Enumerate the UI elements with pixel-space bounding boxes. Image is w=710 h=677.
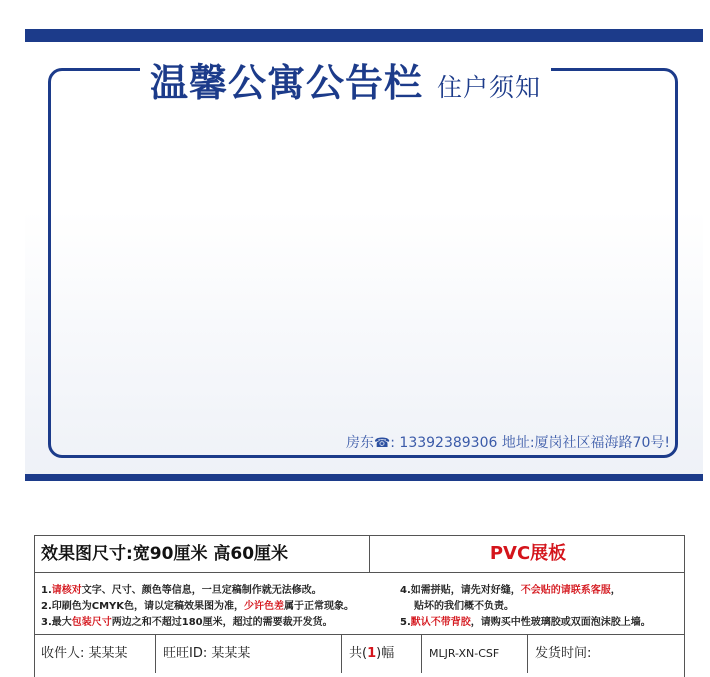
- divider: [155, 635, 156, 673]
- count-value: 1: [367, 646, 377, 661]
- count-cell: [343, 635, 421, 673]
- order-code: MLJR-XN-CSF: [429, 647, 500, 660]
- receiver-value: 某某某: [88, 646, 128, 661]
- board-frame: [48, 68, 678, 458]
- receiver-cell: [35, 635, 155, 673]
- receiver-label: 收件人:: [41, 646, 85, 661]
- size-value: 宽90厘米 高60厘米: [132, 544, 289, 564]
- note-4-text: 4.如需拼贴，请先对好缝，: [400, 585, 521, 596]
- note-4-rest: ，: [610, 585, 621, 596]
- note-3-highlight: 包装尺寸: [71, 617, 112, 628]
- address-value: 厦岗社区福海路70号!: [534, 435, 670, 451]
- product-type: PVC展板: [489, 543, 567, 564]
- note-2-rest: 属于正常现象。: [284, 601, 355, 612]
- size-cell: [35, 536, 370, 572]
- divider: [421, 635, 422, 673]
- note-3: [41, 613, 333, 628]
- note-4: [400, 581, 621, 596]
- bottom-accent-bar: [25, 474, 703, 481]
- note-1-highlight: 请核对: [51, 585, 82, 596]
- notes-block: [35, 573, 684, 635]
- contact-line: 房东☎: 13392389306 地址:厦岗社区福海路70号!: [346, 435, 670, 451]
- wangwang-value: 某某某: [211, 646, 251, 661]
- order-info-row: [35, 635, 684, 675]
- note-5-num: 5.: [400, 617, 411, 628]
- wangwang-label: 旺旺ID:: [163, 646, 208, 661]
- board-title: [140, 52, 551, 105]
- note-5-rest: ，请购买中性玻璃胶或双面泡沫胶上墙。: [470, 617, 651, 628]
- note-1-num: 1.: [41, 585, 52, 596]
- ship-time-label: 发货时间:: [535, 646, 592, 661]
- wangwang-cell: [157, 635, 341, 673]
- note-2: [41, 597, 354, 612]
- note-5: [400, 613, 651, 628]
- top-accent-bar: [25, 29, 703, 42]
- note-2-text: 2.印刷色为CMYK色，请以定稿效果图为准，: [41, 601, 245, 612]
- phone-number: 13392389306: [399, 435, 498, 451]
- note-2-highlight: 少许色差: [244, 601, 285, 612]
- note-1-rest: 文字、尺寸、颜色等信息，一旦定稿制作就无法修改。: [81, 585, 322, 596]
- divider: [527, 635, 528, 673]
- phone-icon: ☎: [374, 436, 391, 451]
- note-3-num: 3.最大: [41, 617, 72, 628]
- landlord-label: 房东: [346, 435, 375, 451]
- note-5-highlight: 默认不带背胶: [410, 617, 471, 628]
- note-1: [41, 581, 322, 596]
- spec-header-row: [35, 536, 684, 573]
- address-label: 地址:: [501, 435, 535, 451]
- title-sub: 住户须知: [437, 73, 542, 102]
- note-4-continued: [414, 597, 514, 612]
- ship-time-cell: [529, 635, 686, 673]
- note-4-highlight: 不会贴的请联系客服: [520, 585, 611, 596]
- note-4b-text: 贴坏的我们概不负责。: [414, 601, 514, 612]
- size-label: 效果图尺寸:: [41, 544, 133, 564]
- count-prefix: 共(: [349, 646, 368, 661]
- divider: [341, 635, 342, 673]
- title-main: 温馨公寓公告栏: [150, 60, 424, 105]
- spec-table: [34, 535, 685, 677]
- note-3-rest: 两边之和不超过180厘米，超过的需要裁开发货。: [111, 617, 333, 628]
- count-suffix: )幅: [376, 646, 395, 661]
